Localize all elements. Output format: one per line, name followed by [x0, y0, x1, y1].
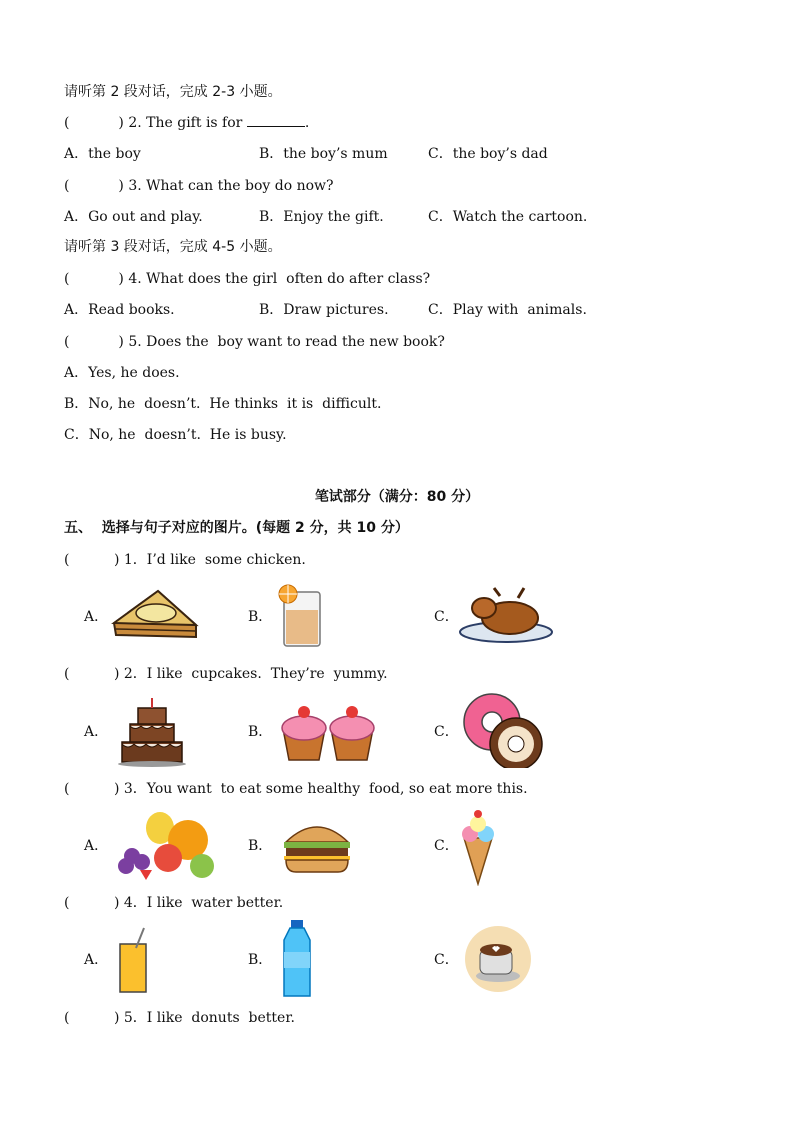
orange-juice-picture[interactable] [114, 926, 154, 996]
section-5-title: 五、 选择与句子对应的图片。(每题 2 分，共 10 分） [64, 520, 409, 536]
cupcakes-picture[interactable] [276, 698, 380, 764]
answer-bracket[interactable]: ( ) [64, 115, 124, 131]
picture-question-5 [64, 1008, 295, 1028]
hamburger-picture[interactable] [280, 816, 354, 874]
q1-label-b: B． [248, 609, 273, 625]
picture-question-4 [64, 893, 283, 913]
question-5 [64, 332, 445, 352]
period: . [304, 115, 310, 131]
fruits-picture[interactable] [110, 808, 218, 884]
question-stem: 1．I’d like some chicken. [123, 552, 306, 568]
q2-label-c: C． [434, 724, 459, 740]
q4-option-c: C．Play with animals. [428, 302, 587, 318]
coffee-cup-picture[interactable] [462, 924, 534, 994]
answer-bracket[interactable]: ( ) [64, 781, 120, 797]
answer-blank[interactable] [247, 114, 305, 127]
question-3 [64, 176, 334, 196]
q2-option-c: C．the boy’s dad [428, 146, 548, 162]
juice-glass-picture[interactable] [274, 578, 326, 650]
q3-option-a: A．Go out and play. [64, 209, 203, 225]
q3-label-b: B． [248, 838, 273, 854]
picture-question-3 [64, 779, 528, 799]
q5-option-a: A．Yes, he does. [64, 365, 180, 381]
q3-label-c: C． [434, 838, 459, 854]
q5-option-c: C．No, he doesn’t. He is busy. [64, 427, 287, 443]
answer-bracket[interactable]: ( ) [64, 666, 120, 682]
written-part-title: 笔试部分（满分：80 分） [314, 489, 480, 505]
q3-label-a: A． [84, 838, 109, 854]
q3-option-b: B．Enjoy the gift. [259, 209, 384, 225]
question-stem: 4. What does the girl often do after class? [128, 271, 431, 287]
q5-option-b: B．No, he doesn’t. He thinks it is difficult. [64, 396, 382, 412]
roast-chicken-picture[interactable] [458, 586, 554, 646]
q3-option-c: C．Watch the cartoon. [428, 209, 588, 225]
water-bottle-picture[interactable] [280, 918, 314, 1000]
q2-label-a: A． [84, 724, 109, 740]
question-stem: 2．I like cupcakes. They’re yummy. [123, 666, 388, 682]
picture-question-2 [64, 664, 388, 684]
answer-bracket[interactable]: ( ) [64, 271, 124, 287]
q2-option-b: B．the boy’s mum [259, 146, 388, 162]
answer-bracket[interactable]: ( ) [64, 178, 124, 194]
q1-label-a: A． [84, 609, 109, 625]
donuts-picture[interactable] [460, 692, 548, 768]
question-stem: 2. The gift is for [128, 115, 243, 131]
question-stem: 4．I like water better. [123, 895, 284, 911]
answer-bracket[interactable]: ( ) [64, 1010, 120, 1026]
q4-label-c: C． [434, 952, 459, 968]
answer-bracket[interactable]: ( ) [64, 895, 120, 911]
q2-label-b: B． [248, 724, 273, 740]
q4-label-b: B． [248, 952, 273, 968]
section-3-heading: 请听第 3 段对话，完成 4-5 小题。 [64, 239, 282, 255]
layer-cake-picture[interactable] [112, 694, 192, 768]
q1-label-c: C． [434, 609, 459, 625]
q4-option-b: B．Draw pictures. [259, 302, 389, 318]
question-stem: 5．I like donuts better. [123, 1010, 295, 1026]
question-4 [64, 269, 430, 289]
question-stem: 3．You want to eat some healthy food, so eat more this. [123, 781, 528, 797]
picture-question-1 [64, 550, 306, 570]
ice-cream-picture[interactable] [458, 808, 498, 886]
q2-option-a: A．the boy [64, 146, 141, 162]
section-2-heading: 请听第 2 段对话，完成 2-3 小题。 [64, 84, 282, 100]
answer-bracket[interactable]: ( ) [64, 552, 120, 568]
q4-label-a: A． [84, 952, 109, 968]
sandwich-picture[interactable] [110, 585, 200, 645]
question-stem: 3. What can the boy do now? [128, 178, 334, 194]
question-2 [64, 113, 309, 133]
answer-bracket[interactable]: ( ) [64, 334, 124, 350]
question-stem: 5. Does the boy want to read the new book? [128, 334, 445, 350]
q4-option-a: A．Read books. [64, 302, 175, 318]
